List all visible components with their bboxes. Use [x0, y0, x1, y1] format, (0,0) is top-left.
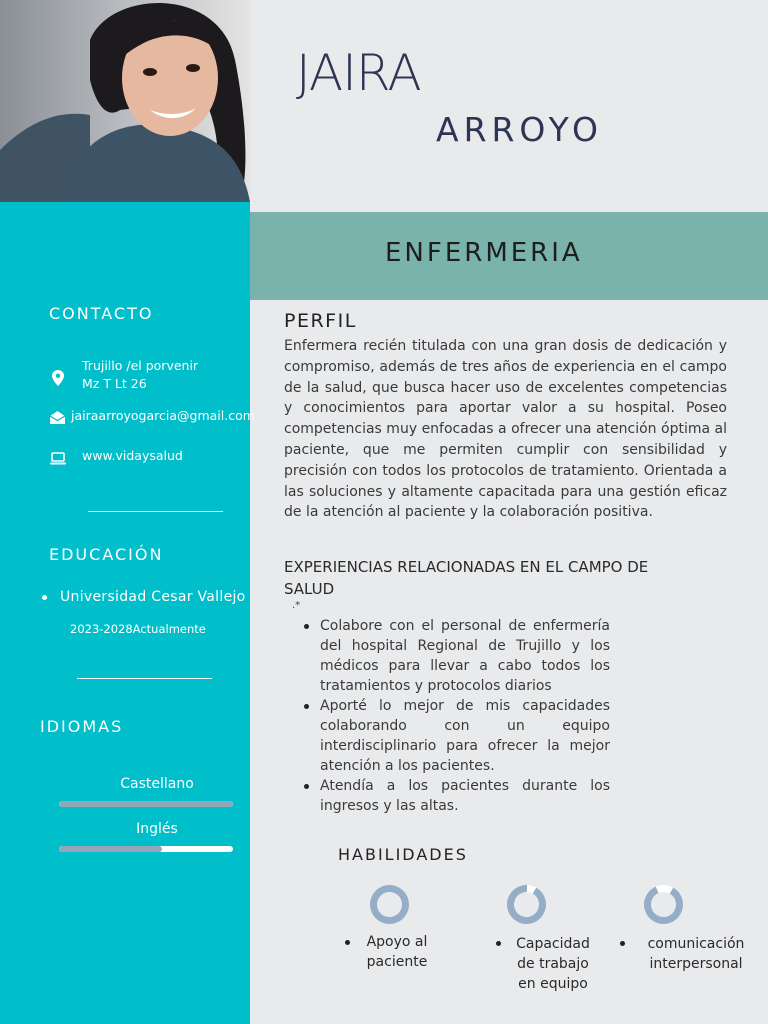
education-heading: EDUCACIÓN	[49, 545, 164, 564]
skill-ring-icon	[369, 884, 410, 925]
skill-label-line: interpersonal	[649, 956, 743, 972]
language-level-fill	[59, 801, 233, 807]
skill-ring-fill	[369, 884, 410, 925]
language-name: Castellano	[120, 776, 194, 792]
first-name: JAIRA	[296, 44, 421, 102]
skill-label-line: Capacidad	[516, 936, 590, 952]
bullet	[42, 595, 47, 600]
language-level-bar	[59, 846, 233, 852]
profile-text: Enfermera recién titulada con una gran dosis de dedicación y compromiso, además de tres años de experiencia en el campo de la salud, que busca hacer uso de excelentes competencias y conocimientos para aportar valor a su hospital. Poseo competencias muy enfocadas a ofrecer una atención óptima al paciente, que me permiten cumplir con sensibilidad y precisión con todos los protocolos de tratamiento. Orientada a las soluciones y altamente capacitada para una gestión eficaz de la atención al paciente y la colaboración positiva.	[284, 338, 727, 521]
languages-heading: IDIOMAS	[40, 717, 124, 736]
language-level-bar	[59, 801, 233, 807]
language-name: Inglés	[136, 821, 178, 837]
skill-ring-icon	[506, 884, 547, 925]
bullet	[620, 941, 625, 946]
skill-label	[356, 932, 438, 972]
contact-email[interactable]: jairaarroyogarcia@gmail.com	[71, 408, 255, 423]
language-level-fill	[59, 846, 162, 852]
skill-label-line: comunicación	[647, 936, 745, 952]
list-item: Colabore con el personal de enfermería del hospital Regional de Trujillo y los médicos para llevar a cabo todos los tratamientos y protocolos diarios	[320, 618, 610, 694]
contact-heading: CONTACTO	[49, 304, 154, 323]
experience-list	[320, 616, 610, 816]
skill-ring-fill	[506, 884, 547, 925]
contact-website[interactable]: www.vidaysalud	[82, 448, 183, 463]
bullet	[345, 940, 350, 945]
sidebar-divider	[88, 511, 223, 512]
address-line-2: Mz T Lt 26	[82, 376, 147, 391]
envelope-icon	[50, 409, 65, 428]
location-pin-icon	[52, 370, 64, 390]
skill-label-line: en equipo	[518, 976, 588, 992]
portrait-image	[0, 0, 250, 202]
sidebar	[0, 202, 250, 1024]
role-title: ENFERMERIA	[385, 238, 583, 268]
last-name: ARROYO	[436, 110, 603, 149]
sidebar-divider	[77, 678, 212, 679]
profile-photo	[0, 0, 250, 202]
skill-label	[640, 934, 752, 974]
list-item: Aporté lo mejor de mis capacidades colaborando con un equipo interdisciplinario para ofrecer la mejor atención a los pacientes.	[320, 698, 610, 774]
profile-heading: PERFIL	[284, 310, 357, 332]
skill-label-line: de trabajo	[517, 956, 589, 972]
education-school: Universidad Cesar Vallejo	[60, 589, 246, 605]
experience-heading: EXPERIENCIAS RELACIONADAS EN EL CAMPO DE SALUD	[284, 558, 649, 598]
address-line-1: Trujillo /el porvenir	[82, 358, 199, 373]
skill-label-line: Apoyo al	[366, 934, 428, 950]
contact-address	[82, 357, 242, 393]
skill-ring-icon	[643, 884, 684, 925]
laptop-icon	[50, 450, 66, 469]
education-years: 2023-2028Actualmente	[70, 622, 206, 636]
skill-label	[509, 934, 597, 994]
skills-heading: HABILIDADES	[338, 845, 468, 864]
experience-note: .*	[292, 600, 301, 611]
list-item: Atendía a los pacientes durante los ingresos y las altas.	[320, 778, 610, 814]
bullet	[496, 941, 501, 946]
skill-label-line: paciente	[366, 954, 428, 970]
